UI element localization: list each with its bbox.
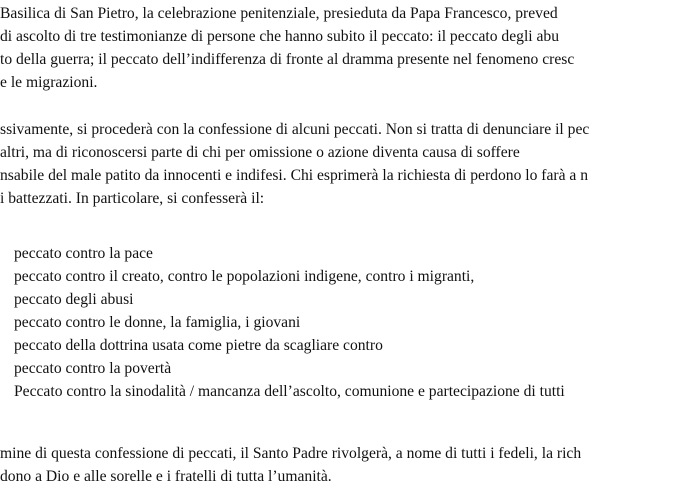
intro-line-2: di ascolto di tre testimonianze di persone che hanno subito il peccato: il peccato degli abu	[0, 28, 560, 45]
sin-list-item: peccato contro le donne, la famiglia, i giovani	[14, 314, 301, 331]
sin-list-item: peccato contro la povertà	[14, 360, 172, 377]
confession-line-3: nsabile del male patito da innocenti e indifesi. Chi esprimerà la richiesta di perdono lo farà a n	[0, 167, 589, 184]
sin-list-item: peccato della dottrina usata come pietre da scagliare contro	[14, 337, 383, 354]
confession-line-2: altri, ma di riconoscersi parte di chi per omissione o azione diventa causa di soffere	[0, 144, 520, 161]
sin-list-item: peccato contro la pace	[14, 245, 153, 262]
confession-line-1: ssivamente, si procederà con la confessione di alcuni peccati. Non si tratta di denunciare il pec	[0, 121, 590, 138]
intro-line-1: Basilica di San Pietro, la celebrazione penitenziale, presieduta da Papa Francesco, preved	[0, 5, 558, 22]
confession-line-4: i battezzati. In particolare, si confesserà il:	[0, 190, 265, 207]
sin-list-item: Peccato contro la sinodalità / mancanza dell’ascolto, comunione e partecipazione di tutti	[14, 383, 565, 400]
sin-list-item: peccato degli abusi	[14, 291, 134, 308]
intro-line-3: to della guerra; il peccato dell’indifferenza di fronte al dramma presente nel fenomeno cresc	[0, 51, 575, 68]
sin-list-item: peccato contro il creato, contro le popolazioni indigene, contro i migranti,	[14, 268, 475, 285]
closing-line-2: dono a Dio e alle sorelle e i fratelli di tutta l’umanità.	[0, 468, 332, 485]
intro-line-4: e le migrazioni.	[0, 74, 98, 91]
closing-line-1: mine di questa confessione di peccati, il Santo Padre rivolgerà, a nome di tutti i fedeli, la rich	[0, 445, 582, 462]
